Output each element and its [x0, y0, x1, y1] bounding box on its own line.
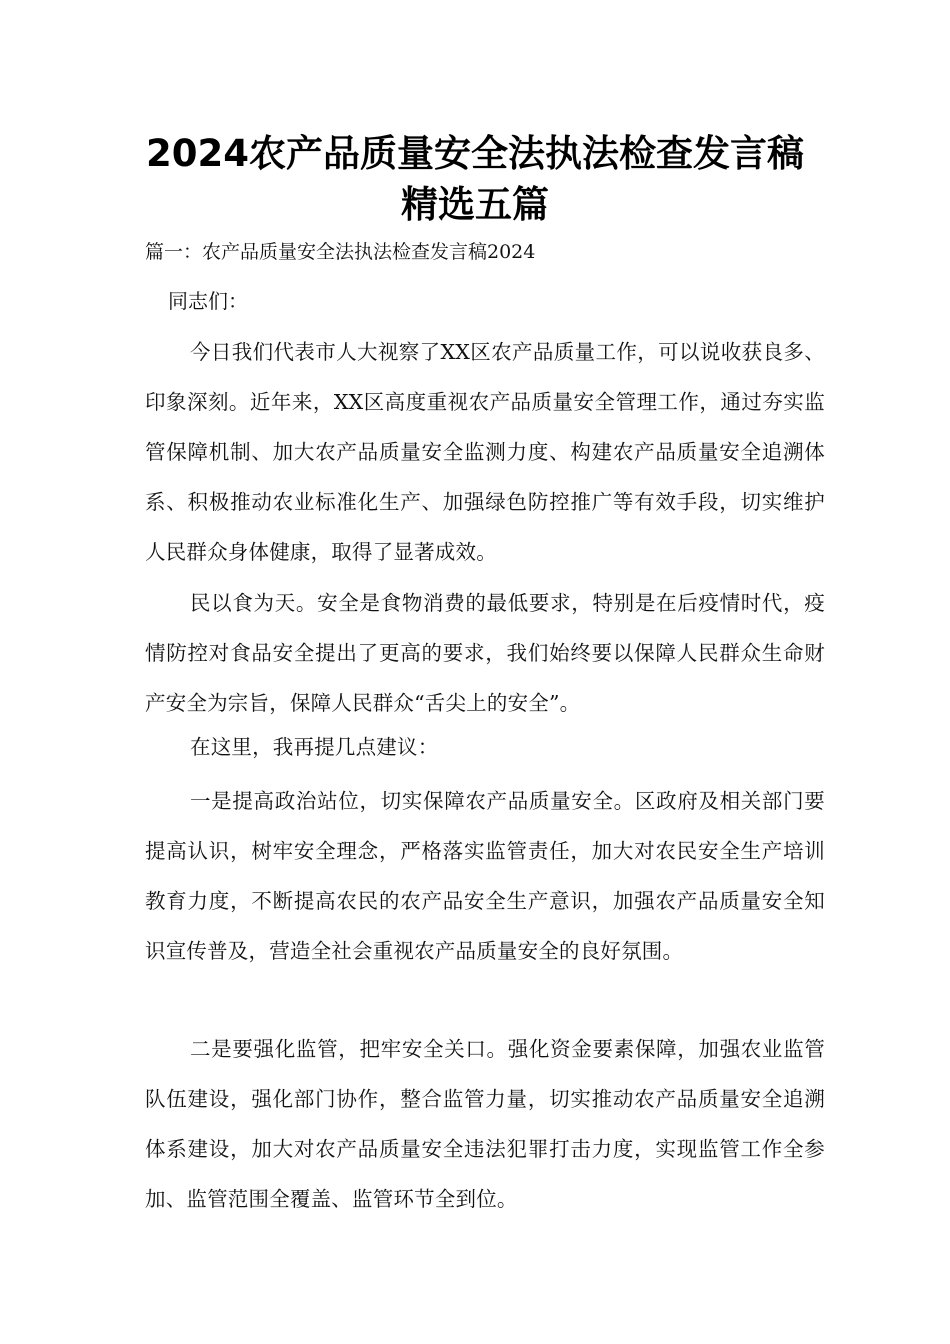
paragraph-2: 民以食为天。安全是食物消费的最低要求，特别是在后疫情时代，疫情防控对食品安全提出了更高的要求，我们始终要以保障人民群众生命财产安全为宗旨，保障人民群众“舌尖上的安全”。	[145, 591, 825, 715]
section-heading: 篇一：农产品质量安全法执法检查发言稿2024	[145, 241, 536, 263]
document-title-line-2: 精选五篇	[401, 183, 549, 226]
salutation: 同志们：	[168, 289, 248, 313]
paragraph-1: 今日我们代表市人大视察了XX区农产品质量工作，可以说收获良多、印象深刻。近年来，XX区高度重视农产品质量安全管理工作，通过夯实监管保障机制、加大农产品质量安全监测力度、构建农产品质量安全追溯体系、积极推动农业标准化生产、加强绿色防控推广等有效手段，切实维护人民群众身体健康，取得了显著成效。	[145, 340, 825, 564]
paragraph-3: 在这里，我再提几点建议：	[190, 735, 439, 759]
paragraph-5: 二是要强化监管，把牢安全关口。强化资金要素保障，加强农业监管队伍建设，强化部门协作，整合监管力量，切实推动农产品质量安全追溯体系建设，加大对农产品质量安全违法犯罪打击力度，实现监管工作全参加、监管范围全覆盖、监管环节全到位。	[145, 1037, 825, 1211]
document-title-line-1: 2024农产品质量安全法执法检查发言稿	[146, 132, 804, 175]
paragraph-4: 一是提高政治站位，切实保障农产品质量安全。区政府及相关部门要提高认识，树牢安全理念，严格落实监管责任，加大对农民安全生产培训教育力度，不断提高农民的农产品安全生产意识，加强农产品质量安全知识宣传普及，营造全社会重视农产品质量安全的良好氛围。	[145, 789, 825, 963]
